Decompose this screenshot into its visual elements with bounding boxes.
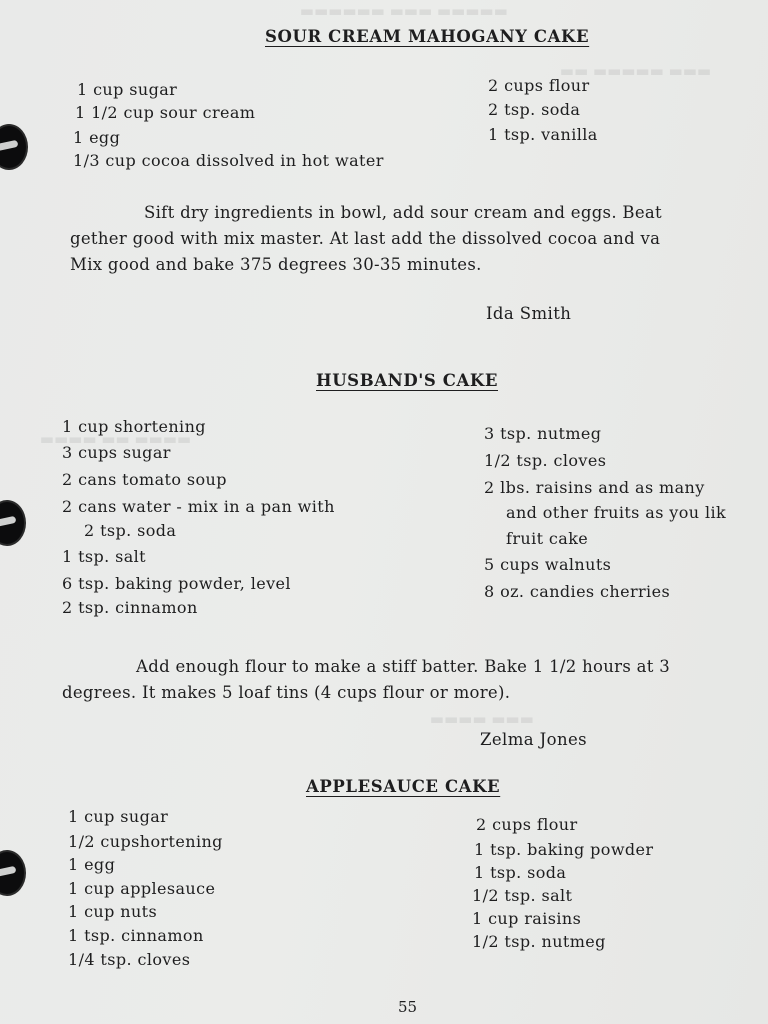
ingredient: 5 cups walnuts xyxy=(484,555,612,574)
ingredient: and other fruits as you lik xyxy=(506,503,727,522)
ingredient: 1/2 tsp. cloves xyxy=(484,451,607,470)
ingredient: 1 tsp. cinnamon xyxy=(68,926,204,945)
directions-line: gether good with mix master. At last add the dissolved cocoa and va xyxy=(70,229,661,248)
ingredient: 1/3 cup cocoa dissolved in hot water xyxy=(73,151,384,170)
ingredient: 1 cup nuts xyxy=(68,902,158,921)
directions-line: Add enough flour to make a stiff batter. Bake 1 1/2 hours at 3 xyxy=(136,657,671,676)
ingredient: fruit cake xyxy=(506,529,589,548)
ingredient: 2 tsp. cinnamon xyxy=(62,598,198,617)
recipe-title: HUSBAND'S CAKE xyxy=(316,371,498,390)
show-through-text: ▬▬▬▬▬ ▬▬▬ ▬▬▬▬▬▬ xyxy=(300,2,508,20)
recipe-author: Zelma Jones xyxy=(480,730,588,749)
ingredient: 3 tsp. nutmeg xyxy=(484,424,602,443)
ingredient: 1/2 tsp. nutmeg xyxy=(472,932,606,951)
ingredient: 1 tsp. vanilla xyxy=(488,125,598,144)
ingredient: 2 lbs. raisins and as many xyxy=(484,478,705,497)
ingredient: 1 cup applesauce xyxy=(68,879,216,898)
show-through-text: ▬▬▬ ▬▬▬▬ xyxy=(430,710,534,728)
ingredient: 2 cups flour xyxy=(476,815,578,834)
ingredient: 1 egg xyxy=(73,128,121,147)
show-through-text: ▬▬▬▬ ▬▬ ▬▬▬▬ xyxy=(40,430,192,448)
ingredient: 1/2 cupshortening xyxy=(68,832,223,851)
recipe-title: SOUR CREAM MAHOGANY CAKE xyxy=(265,27,590,46)
ingredient: 1 cup shortening xyxy=(62,417,206,436)
ingredient: 2 cans tomato soup xyxy=(62,470,227,489)
ingredient: 1 1/2 cup sour cream xyxy=(75,103,256,122)
ingredient: 8 oz. candies cherries xyxy=(484,582,671,601)
ingredient: 3 cups sugar xyxy=(62,443,171,462)
ingredient: 6 tsp. baking powder, level xyxy=(62,574,291,593)
page-number: 55 xyxy=(398,998,418,1016)
directions-line: Sift dry ingredients in bowl, add sour cream and eggs. Beat xyxy=(144,203,662,222)
ingredient: 1 cup sugar xyxy=(68,807,169,826)
recipe-author: Ida Smith xyxy=(486,304,572,323)
ingredient: 1 tsp. soda xyxy=(474,863,567,882)
ingredient: 1 tsp. baking powder xyxy=(474,840,654,859)
ingredient: 1/2 tsp. salt xyxy=(472,886,573,905)
binding-hole xyxy=(0,852,24,894)
ingredient: 1 egg xyxy=(68,855,116,874)
ingredient: 1/4 tsp. cloves xyxy=(68,950,191,969)
ingredient: 2 cans water - mix in a pan with xyxy=(62,497,335,516)
recipe-title: APPLESAUCE CAKE xyxy=(306,777,501,796)
directions-line: degrees. It makes 5 loaf tins (4 cups flour or more). xyxy=(62,683,511,702)
directions-line: Mix good and bake 375 degrees 30-35 minutes. xyxy=(70,255,482,274)
binding-hole xyxy=(0,502,24,544)
ingredient: 1 tsp. salt xyxy=(62,547,147,566)
show-through-text: ▬▬▬ ▬▬▬▬▬ ▬▬ xyxy=(560,62,712,80)
ingredient: 1 cup raisins xyxy=(472,909,582,928)
ingredient: 1 cup sugar xyxy=(77,80,178,99)
ingredient: 2 cups flour xyxy=(488,76,590,95)
binding-hole xyxy=(0,126,26,168)
ingredient: 2 tsp. soda xyxy=(84,521,177,540)
ingredient: 2 tsp. soda xyxy=(488,100,581,119)
